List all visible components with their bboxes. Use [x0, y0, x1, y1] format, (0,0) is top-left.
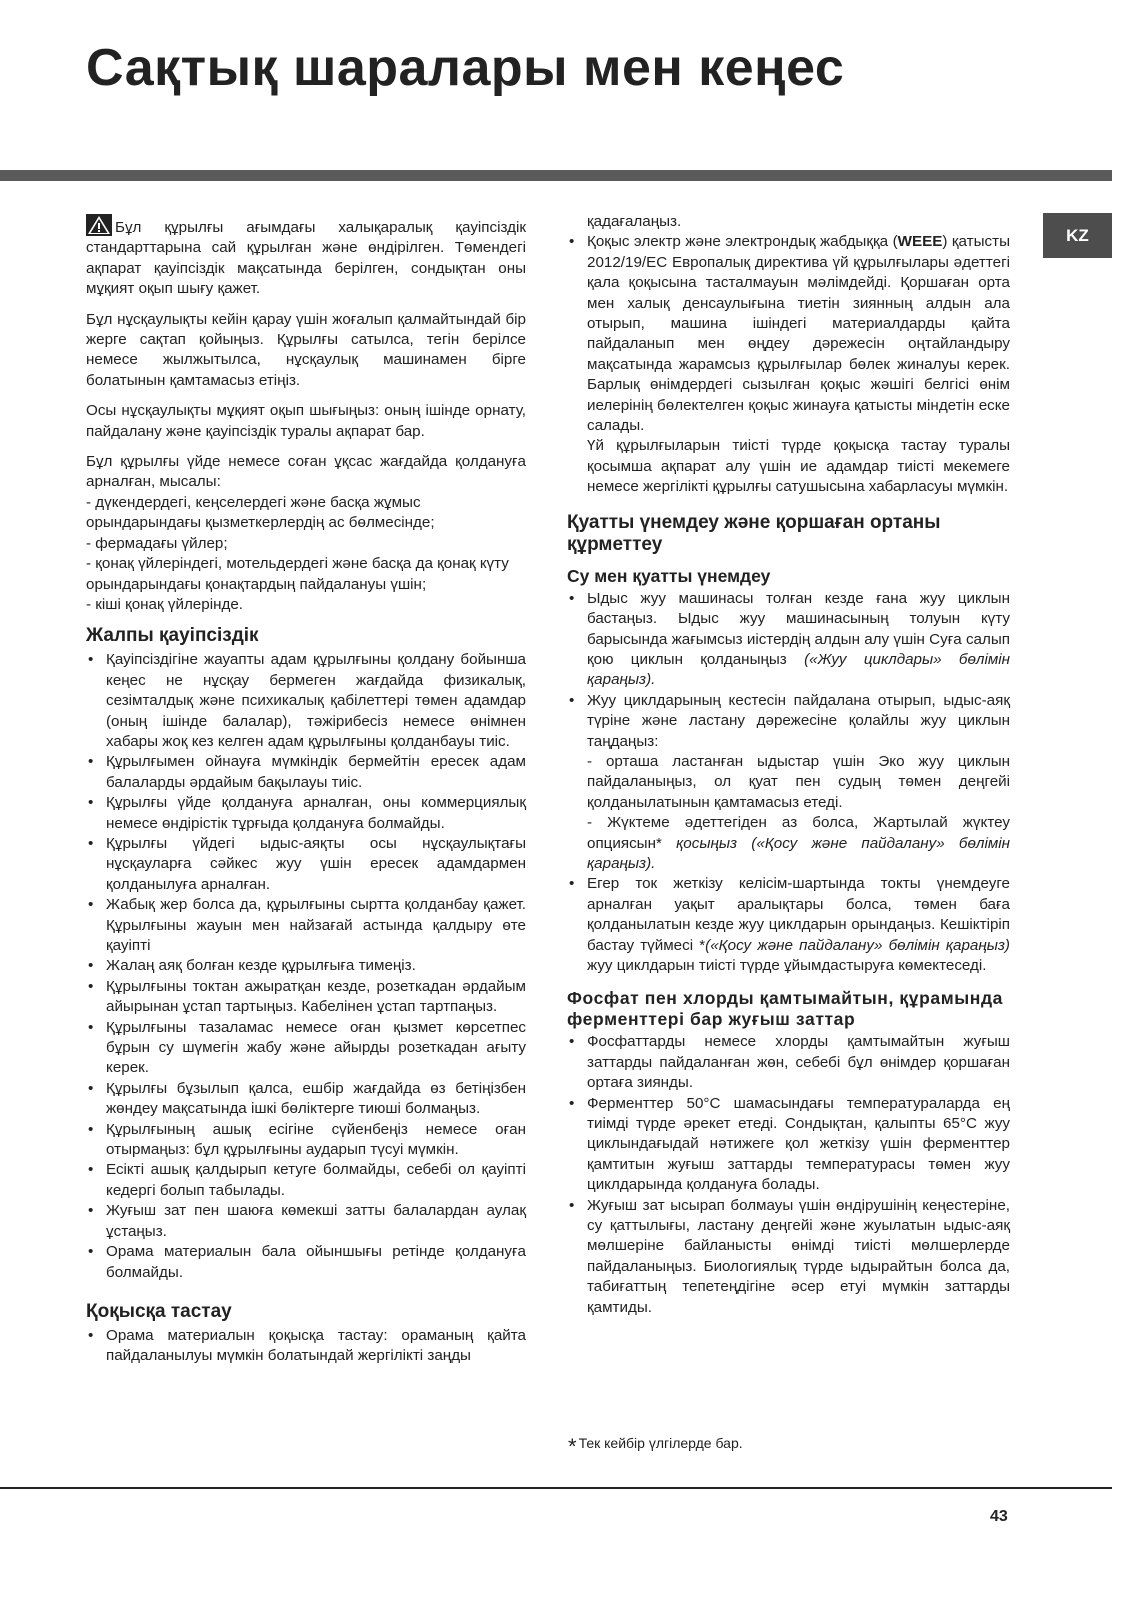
usage-line: - қонақ үйлеріндегі, мотельдердегі және басқа да қонақ күту орындарындағы қонақтардың пайдалануы үшін;	[86, 555, 509, 593]
item-text: Жуу циклдарының кестесін пайдалана отырып, ыдыс-аяқ түріне және ластану дәрежесіне қолайлы жуу циклын таңдаңыз:	[587, 691, 1010, 750]
list-item: • Құрылғының ашық есігіне сүйенбеңіз немесе оған отырмаңыз: бұл құрылғыны аударып түсуі мүмкін.	[86, 1120, 526, 1161]
list-item: • Орама материалын бала ойыншығы ретінде қолдануға болмайды.	[86, 1242, 526, 1283]
section-heading-water: Су мен қуатты үнемдеу	[567, 565, 771, 586]
intro-paragraph: Бұл нұсқаулықты кейін қарау үшін жоғалып қалмайтындай бір жерге сақтап қойыңыз. Құрылғы сатылса, тегін берілсе немесе жылжытылса, нұсқаулық машинамен бірге болатынын қамтамасыз етіңіз.	[86, 310, 526, 389]
weee-extra: Үй құрылғыларын тиісті түрде қоқысқа тастау туралы қосымша ақпарат алу үшін ие адамдар тиісті мекемеге немесе жергілікті құрылғы сатушысына хабарласуы мүмкін.	[587, 437, 1010, 496]
disposal-list	[86, 1326, 526, 1367]
section-heading-energy: Қуатты үнемдеу және қоршаған ортаны құрметтеу	[567, 511, 941, 555]
page-title: Сақтық шаралары мен кеңес	[86, 39, 845, 97]
language-tab: KZ	[1043, 213, 1112, 258]
right-column	[567, 212, 1010, 1318]
item-reference: («Жуу циклдары» бөлімін қараңыз).	[587, 650, 1010, 689]
intro-paragraph: Осы нұсқаулықты мұқият оқып шығыңыз: оның ішінде орнату, пайдалану және қауіпсіздік туралы ақпарат бар.	[86, 402, 526, 440]
list-item: • Құрылғымен ойнауға мүмкіндік бермейтін ересек адам балаларды әрдайым бақылауы тиіс.	[86, 752, 526, 793]
footnote-asterisk: *	[568, 1434, 577, 1459]
footnote-text: Тек кейбір үлгілерде бар.	[578, 1435, 743, 1451]
item-text: - Жүктеме әдеттегіден аз болса, Жартылай жүктеу опциясын*	[587, 814, 1010, 852]
list-item: • Орама материалын қоқысқа тастау: ораманың қайта пайдаланылуы мүмкін болатындай жергілікті заңды	[86, 1326, 526, 1367]
water-list	[567, 589, 1010, 977]
list-item: • Жалаң аяқ болған кезде құрылғыға тимеңіз.	[86, 956, 526, 976]
item-reference: («Қосу және пайдалану» бөлімін қараңыз)	[705, 936, 1010, 954]
list-item: • Жуғыш зат пен шаюға көмекші затты балалардан аулақ ұстаңыз.	[86, 1201, 526, 1242]
item-subline	[587, 813, 1010, 874]
weee-text-after: ) қатысты 2012/19/EC Европалық директива үй құрылғылары әдеттегі қала қоқысына тасталмауын мәлімдейді. Қоршаған орта мен халық денсаулығына тиетін зиянның алдын ала отырып, машина ішіндегі материалдарды қайта пайдаланып мен өңдеу дәрежесін оңтайландыру мақсатында жарамсыз құрылғылар бөлек жиналуы керек. Барлық өнімдердегі сызылған қоқыс жәшігі белгісі өнім иелерінің бөлектелген қоқыс жинауға қатысты міндетін еске салады.	[587, 233, 1010, 435]
usage-line: - дүкендердегі, кеңселердегі және басқа жұмыс орындарындағы қызметкерлердің ас бөлмесінде;	[86, 493, 435, 532]
list-item	[567, 691, 1010, 875]
item-text: Ыдыс жуу машинасы толған кезде ғана жуу циклын бастаңыз. Ыдыс жуу машинасының толуын күту барысында жағымсыз иістердің алдын алу үшін Суға салып қою циклын қолданыңыз	[587, 589, 1010, 668]
list-item: • Жабық жер болса да, құрылғыны сыртта қолданбау қажет. Құрылғыны жауын мен найзағай астында қалдыру өте қауіпті	[86, 895, 526, 956]
list-item: • Қауіпсіздігіне жауапты адам құрылғыны қолдану бойынша кеңес не нұсқау бермеген жағдайда физикалық, сезімталдық және психикалық қабілеттері төмен адамдар (оның ішінде балалар), тәжірибесіз немесе өнімнен хабары жоқ кез келген адам құрылғыны қолданбауы тиіс.	[86, 650, 526, 752]
weee-text-before: Қоқыс электр және электрондық жабдыққа (	[587, 233, 898, 251]
list-item	[567, 232, 1010, 497]
item-reference: қосыңыз («Қосу және пайдалану» бөлімін қараңыз).	[587, 834, 1010, 872]
list-item: • Құрылғыны токтан ажыратқан кезде, розеткадан әрдайым айырынан ұстап тартыңыз. Кабелінен ұстап тартпаңыз.	[86, 977, 526, 1018]
page-number: 43	[990, 1508, 1008, 1525]
list-item: • Құрылғы үйде қолдануға арналған, оны коммерциялық немесе өндірістік тұрғыда қолдануға болмайды.	[86, 793, 526, 834]
section-heading-phosphate: Фосфат пен хлорды қамтымайтын, құрамында ферменттері бар жуғыш заттар	[567, 988, 1004, 1030]
usage-line: - кіші қонақ үйлерінде.	[86, 595, 243, 613]
list-item: • Құрылғыны тазаламас немесе оған қызмет көрсетпес бұрын су шүмегін жабу және айырды розеткадан ағыту керек.	[86, 1018, 526, 1079]
usage-line: - фермадағы үйлер;	[86, 534, 228, 552]
disposal-continue: қадағалаңыз.	[587, 213, 682, 230]
list-item: • Фосфаттарды немесе хлорды қамтымайтын жуғыш заттарды пайдаланған жөн, себебі бұл өнімдер қоршаған ортаға зиянды.	[567, 1032, 1010, 1093]
list-item: • Құрылғы бұзылып қалса, ешбір жағдайда өз бетіңізбен жөндеу мақсатында ішкі бөліктерге тиюші болмаңыз.	[86, 1079, 526, 1120]
intro-text: Бұл құрылғы ағымдағы халықаралық қауіпсіздік стандарттарына сай құрылған және өндірілген. Төмендегі ақпарат қауіпсіздік мақсатында берілген, сондықтан оны мұқият оқып шығу қажет.	[86, 219, 526, 298]
item-text: жуу циклдарын тиісті түрде ұйымдастыруға көмектеседі.	[587, 957, 987, 974]
phosphate-list	[567, 1032, 1010, 1318]
weee-list	[567, 232, 1010, 497]
warning-triangle-icon	[86, 214, 112, 236]
safety-list	[86, 650, 526, 1283]
item-subline: - орташа ластанған ыдыстар үшін Эко жуу циклын пайдаланыңыз, ол қуат пен судың төмен деңгейі қолданылатынын қамтамасыз етеді.	[587, 752, 1010, 811]
left-column	[86, 214, 526, 1367]
section-heading-disposal: Қоқысқа тастау	[86, 1300, 232, 1322]
item-text: Егер ток жеткізу келісім-шартында токты үнемдеуге арналған уақыт аралықтары болса, төмен баға қолданылатын кезде жуу циклдарын орындаңыз. Кешіктіріп бастау түймесі *	[587, 875, 1010, 954]
list-item: • Құрылғы үйдегі ыдыс-аяқты осы нұсқаулықтағы нұсқауларға сәйкес жуу үшін ересек адамдармен қолданылуға арналған.	[86, 834, 526, 895]
list-item	[567, 589, 1010, 691]
list-item: • Есікті ашық қалдырып кетуге болмайды, себебі ол қауіпті кедергі болып табылады.	[86, 1160, 526, 1201]
list-item	[567, 874, 1010, 976]
section-heading-general-safety: Жалпы қауіпсіздік	[86, 625, 259, 647]
list-item: • Жуғыш зат ысырап болмауы үшін өндірушінің кеңестеріне, су қаттылығы, ластану деңгейі және жуылатын ыдыс-аяқ мөлшеріне байланысты өнімді тиісті мөлшерлерде пайдаланыңыз. Биологиялық түрде ыдырайтын болса да, табиғаттың тепетеңдігіне әсер етуі мүмкін заттарды қамтиды.	[567, 1196, 1010, 1318]
weee-label: WEEE	[897, 233, 943, 251]
footer-rule	[0, 1487, 1112, 1489]
usage-intro: Бұл құрылғы үйде немесе соған ұқсас жағдайда қолдануға арналған, мысалы:	[86, 453, 526, 491]
header-rule	[0, 170, 1112, 181]
list-item: • Ферменттер 50°C шамасындағы температураларда ең тиімді түрде әрекет етеді. Сондықтан, қалыпты 65°C жуу циклындағыдай нәтижеге қол жеткізу үшін ферменттер қамтитын жуғыш заттарды температурасы төмен жуу циклдарында қолдануға болады.	[567, 1094, 1010, 1196]
intro-paragraph	[86, 214, 526, 300]
usage-list	[86, 493, 526, 615]
footnote	[568, 1434, 743, 1460]
